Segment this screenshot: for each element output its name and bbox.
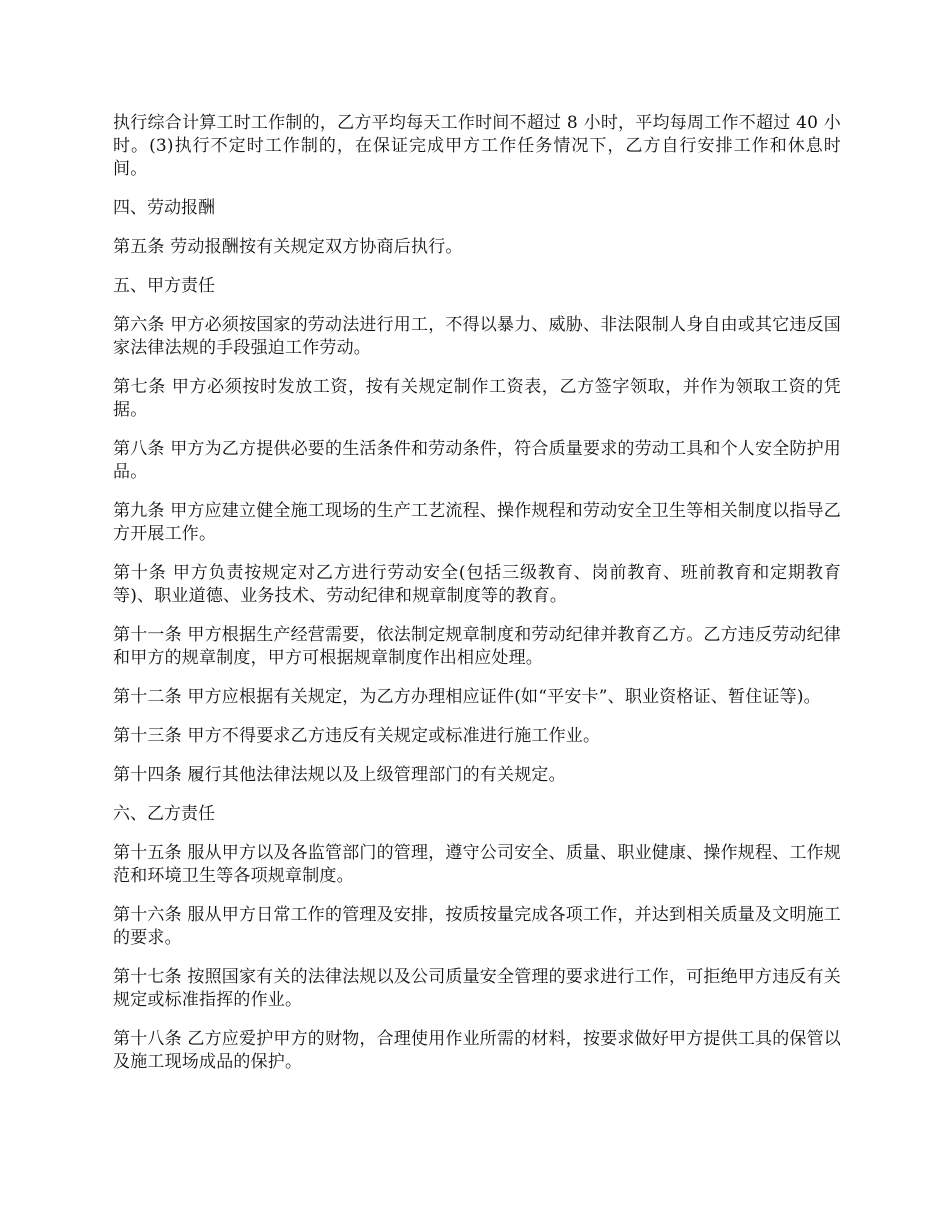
article-6: 第六条 甲方必须按国家的劳动法进行用工，不得以暴力、威胁、非法限制人身自由或其它违反国家法律法规的手段强迫工作劳动。 (113, 315, 842, 358)
article-15: 第十五条 服从甲方以及各监管部门的管理，遵守公司安全、质量、职业健康、操作规程、工作规范和环境卫生等各项规章制度。 (113, 843, 842, 886)
article-18: 第十八条 乙方应爱护甲方的财物，合理使用作业所需的材料，按要求做好甲方提供工具的保管以及施工现场成品的保护。 (113, 1029, 842, 1072)
section-heading-remuneration: 四、劳动报酬 (113, 198, 215, 218)
article-17: 第十七条 按照国家有关的法律法规以及公司质量安全管理的要求进行工作，可拒绝甲方违反有关规定或标准指挥的作业。 (113, 967, 842, 1010)
document-body (113, 112, 841, 1090)
article-10: 第十条 甲方负责按规定对乙方进行劳动安全(包括三级教育、岗前教育、班前教育和定期教育等)、职业道德、业务技术、劳动纪律和规章制度等的教育。 (113, 563, 841, 606)
paragraph-hours-continued: 执行综合计算工时工作制的，乙方平均每天工作时间不超过 8 小时，平均每周工作不超过 40 小时。(3)执行不定时工作制的，在保证完成甲方工作任务情况下，乙方自行安排工作和休息时间。 (113, 113, 841, 179)
article-9: 第九条 甲方应建立健全施工现场的生产工艺流程、操作规程和劳动安全卫生等相关制度以指导乙方开展工作。 (113, 501, 842, 544)
section-heading-party-a-duties: 五、甲方责任 (113, 276, 215, 296)
section-heading-party-b-duties: 六、乙方责任 (113, 804, 215, 824)
article-16: 第十六条 服从甲方日常工作的管理及安排，按质按量完成各项工作，并达到相关质量及文明施工的要求。 (113, 905, 842, 948)
article-5: 第五条 劳动报酬按有关规定双方协商后执行。 (113, 237, 463, 257)
article-8: 第八条 甲方为乙方提供必要的生活条件和劳动条件，符合质量要求的劳动工具和个人安全防护用品。 (113, 439, 842, 482)
article-13: 第十三条 甲方不得要求乙方违反有关规定或标准进行施工作业。 (113, 726, 601, 746)
article-11: 第十一条 甲方根据生产经营需要，依法制定规章制度和劳动纪律并教育乙方。乙方违反劳动纪律和甲方的规章制度，甲方可根据规章制度作出相应处理。 (113, 625, 842, 668)
article-7: 第七条 甲方必须按时发放工资，按有关规定制作工资表，乙方签字领取，并作为领取工资的凭据。 (113, 377, 841, 420)
article-14: 第十四条 履行其他法律法规以及上级管理部门的有关规定。 (113, 765, 566, 785)
article-12: 第十二条 甲方应根据有关规定，为乙方办理相应证件(如“平安卡”、职业资格证、暂住证等)。 (113, 687, 821, 707)
